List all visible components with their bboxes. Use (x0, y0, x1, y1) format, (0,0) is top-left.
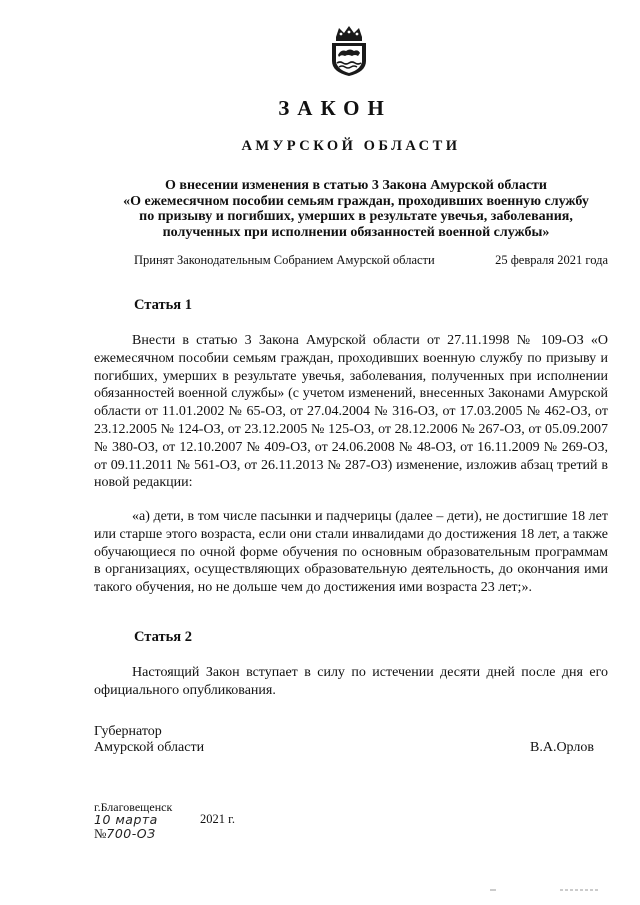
position-line: Амурской области (94, 740, 205, 755)
region-title: АМУРСКОЙ ОБЛАСТИ (241, 138, 461, 154)
handwritten-number: 700-ОЗ (106, 826, 156, 841)
handwritten-date: 10 марта (94, 812, 158, 827)
position-line: Губернатор (94, 724, 162, 739)
subject-line: полученных при исполнении обязанностей военной службы» (162, 224, 550, 240)
law-number (94, 826, 156, 842)
amur-region-coat-of-arms-icon (327, 25, 371, 77)
adoption-line (134, 253, 608, 268)
number-sign: № (94, 826, 107, 841)
signing-city: г.Благовещенск (94, 800, 173, 814)
law-title: ЗАКОН (278, 96, 392, 120)
subject-line: по призыву и погибших, умерших в результате увечья, заболевания, (139, 209, 573, 224)
adoption-date: 25 февраля 2021 года (495, 253, 608, 267)
scan-artifact (490, 887, 600, 893)
law-subject (96, 178, 616, 240)
article-1-paragraph-2: «а) дети, в том числе пасынки и падчерицы (далее – дети), не достигшие 18 лет или старше этого возраста, если они стали инвалидами до достижения 18 лет, а также обучающиеся по очной форме обучения по основным образовательным программам в организациях, осуществляющих образовательную деятельность, до окончания ими такого обучения, но не дольше чем до достижения ими возраста 23 лет;». (94, 509, 608, 596)
subject-line: «О ежемесячном пособии семьям граждан, проходивших военную службу (123, 193, 589, 209)
adopted-by: Принят Законодательным Собранием Амурской области (134, 253, 435, 267)
article-1-heading: Статья 1 (134, 297, 192, 313)
article-1-paragraph-1: Внести в статью 3 Закона Амурской области от 27.11.1998 № 109-ОЗ «О ежемесячном пособии семьям граждан, проходивших военную службу по призыву и погибших, умерших в результате увечья, заболевания, полученных при исполнении обязанностей военной службы» (с учетом изменений, внесенных Законами Амурской области от 11.01.2002 № 65-ОЗ, от 27.04.2004 № 316-ОЗ, от 17.03.2005 № 462-ОЗ, от 23.12.2005 № 124-ОЗ, от 23.12.2005 № 125-ОЗ, от 28.12.2006 № 267-ОЗ, от 05.09.2007 № 380-ОЗ, от 12.10.2007 № 409-ОЗ, от 24.06.2008 № 48-ОЗ, от 16.11.2009 № 269-ОЗ, от 09.11.2011 № 561-ОЗ, от 26.11.2013 № 287-ОЗ) изменение, изложив абзац третий в новой редакции: (94, 333, 608, 491)
signatory-position (94, 724, 204, 756)
article-2-heading: Статья 2 (134, 629, 192, 645)
article-2-paragraph: Настоящий Закон вступает в силу по истечении десяти дней после дня его официального опубликования. (94, 665, 608, 698)
signing-year: 2021 г. (200, 812, 235, 826)
subject-line: О внесении изменения в статью 3 Закона Амурской области (165, 178, 547, 193)
signatory-name: В.А.Орлов (530, 740, 594, 755)
